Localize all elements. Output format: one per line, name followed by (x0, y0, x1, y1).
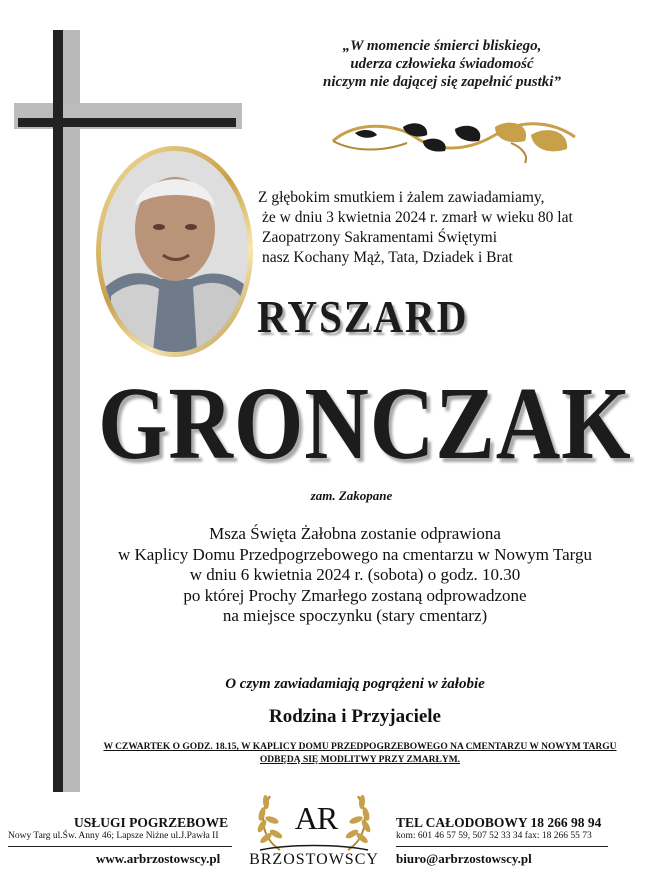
logo-monogram: AR (294, 800, 338, 836)
deceased-first-name: RYSZARD (257, 291, 469, 342)
mourners-names: Rodzina i Przyjaciele (268, 706, 441, 727)
phone-contacts: kom: 601 46 57 59, 507 52 33 34 fax: 18 266 55 73 (396, 831, 592, 841)
phone-title: TEL CAŁODOBOWY 18 266 98 94 (396, 815, 602, 830)
prayer-note-line-2: ODBĘDĄ SIĘ MODLITWY PRZY ZMARŁYM. (259, 755, 461, 765)
quote-line-2: uderza człowieka świadomość (350, 56, 534, 72)
intro-line-4: nasz Kochany Mąż, Tata, Dziadek i Brat (262, 249, 513, 266)
residence-line (0, 488, 653, 504)
quote-line-1: „W momencie śmierci bliskiego, (342, 38, 542, 54)
footer-left-divider (8, 846, 232, 847)
mass-line-1: Msza Święta Żałobna zostanie odprawiona (209, 524, 501, 543)
intro-line-1: Z głębokim smutkiem i żalem zawiadamiamy, (258, 189, 545, 206)
website-link[interactable]: www.arbrzostowscy.pl (96, 851, 221, 866)
mass-line-4: po której Prochy Zmarłego zostaną odprowadzone (183, 585, 527, 605)
deceased-photo (101, 151, 248, 352)
deceased-last-name: GRONCZAK (98, 366, 632, 481)
mass-line-5: na miejsce spoczynku (stary cmentarz) (222, 606, 488, 625)
footer-right-divider (396, 846, 608, 847)
funeral-services-title: USŁUGI POGRZEBOWE (74, 815, 229, 830)
prayer-note (80, 741, 640, 767)
leaf-ornament-icon (325, 113, 581, 169)
deceased-photo-frame (96, 146, 253, 357)
announcement-intro (258, 188, 618, 268)
email-link[interactable]: biuro@arbrzostowscy.pl (396, 851, 532, 866)
portrait-icon (101, 151, 248, 352)
memorial-quote (270, 37, 614, 91)
cross-horizontal-beam (18, 118, 236, 127)
intro-line-3: Zaopatrzony Sakramentami Świętymi (262, 229, 498, 246)
mass-line-2: w Kaplicy Domu Przedpogrzebowego na cmentarzu w Nowym Targu (117, 544, 593, 564)
mass-line-3: w dniu 6 kwietnia 2024 r. (sobota) o godz. 10.30 (189, 565, 521, 584)
intro-line-2: że w dniu 3 kwietnia 2024 r. zmarł w wieku 80 lat (262, 209, 573, 226)
funeral-mass-info (60, 524, 650, 627)
quote-line-3: niczym nie dającej się zapełnić pustki” (323, 74, 561, 90)
mourners-intro: O czym zawiadamiają pogrążeni w żałobie (225, 676, 485, 692)
residence-text: zam. Zakopane (310, 488, 393, 503)
logo-company-name: BRZOSTOWSCY (249, 851, 379, 868)
funeral-services-address: Nowy Targ ul.Św. Anny 46; Lapsze Niżne ul.J.Pawła II (8, 831, 219, 841)
prayer-note-line-1: W CZWARTEK O GODZ. 18.15, W KAPLICY DOMU PRZEDPOGRZEBOWEGO NA CMENTARZU W NOWYM TARGU (103, 742, 617, 752)
